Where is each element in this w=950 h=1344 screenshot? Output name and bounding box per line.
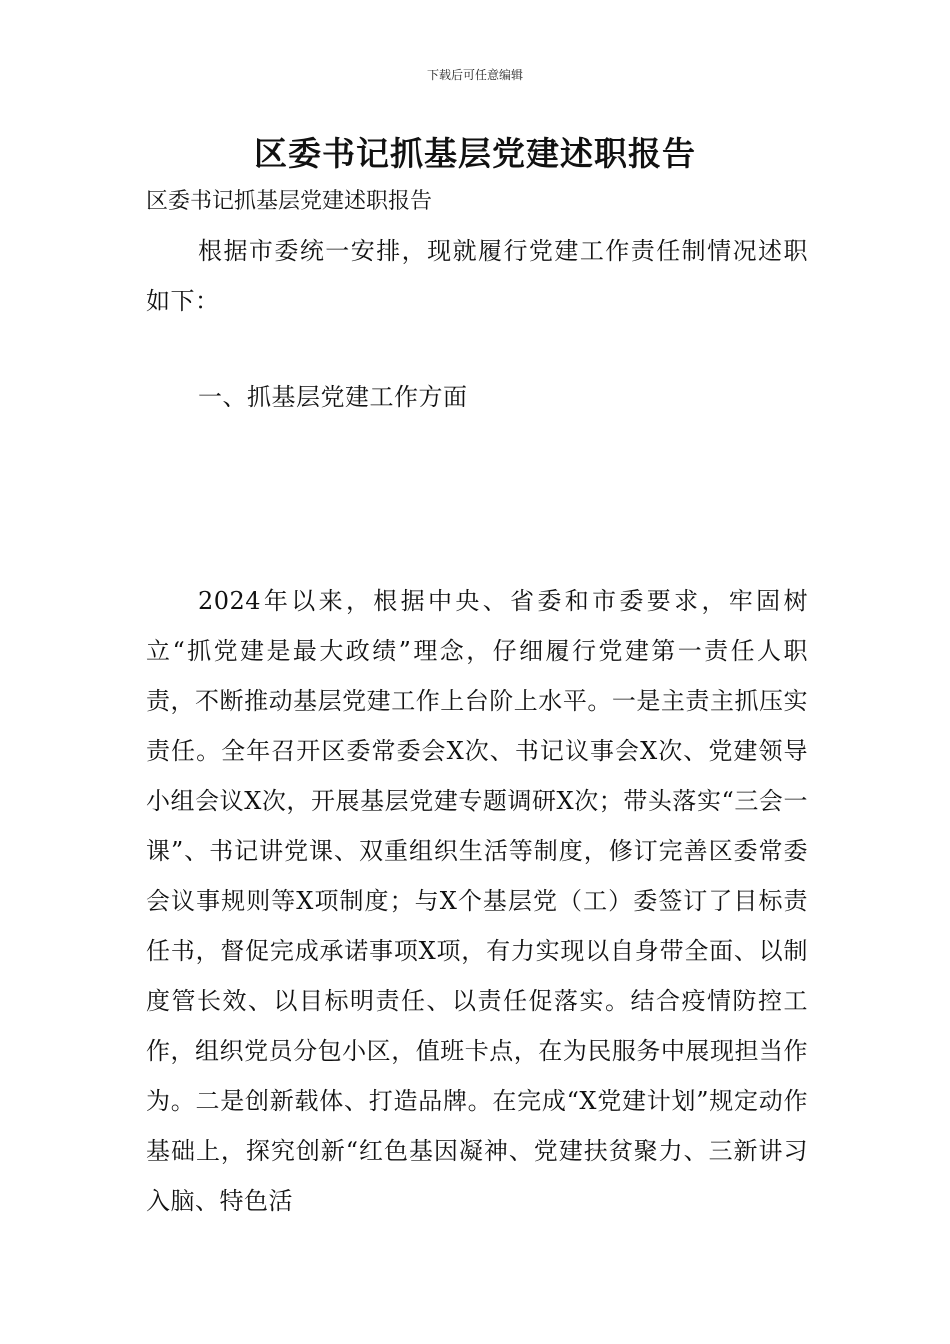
section-heading: 一、抓基层党建工作方面	[198, 383, 468, 411]
body-paragraph: 2024年以来，根据中央、省委和市委要求，牢固树立“抓党建是最大政绩”理念，仔细履行党建第一责任人职责，不断推动基层党建工作上台阶上水平。一是主责主抓压实责任。全年召开区委常委会X次、书记议事会X次、党建领导小组会议X次，开展基层党建专题调研X次；带头落实“三会一课”、书记讲党课、双重组织生活等制度，修订完善区委常委会议事规则等X项制度；与X个基层党（工）委签订了目标责任书，督促完成承诺事项X项，有力实现以自身带全面、以制度管长效、以目标明责任、以责任促落实。结合疫情防控工作，组织党员分包小区，值班卡点，在为民服务中展现担当作为。二是创新载体、打造品牌。在完成“X党建计划”规定动作基础上，探究创新“红色基因凝神、党建扶贫聚力、三新讲习入脑、特色活	[146, 587, 808, 1215]
document-subtitle: 区委书记抓基层党建述职报告	[146, 189, 433, 214]
intro-paragraph: 根据市委统一安排，现就履行党建工作责任制情况述职如下：	[146, 237, 808, 315]
document-title: 区委书记抓基层党建述职报告	[254, 134, 696, 173]
header-note: 下载后可任意编辑	[426, 68, 523, 82]
